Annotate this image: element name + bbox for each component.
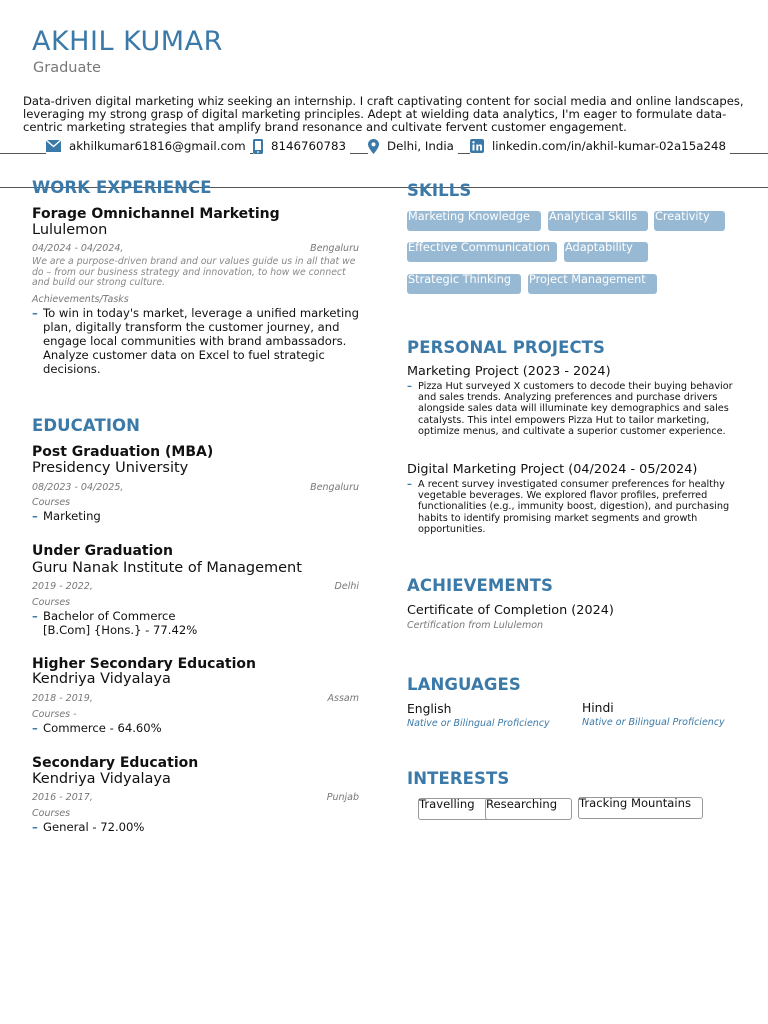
- email-text: akhilkumar61816@gmail.com: [69, 139, 246, 153]
- project-description: – A recent survey investigated consumer preferences for healthy vegetable beverages. We explored flavor profiles, preferred functionalities (e.g., immunity boost, digestion), and purchasing habits to identify promising market segments and growth opportunities.: [418, 479, 736, 535]
- linkedin-text: linkedin.com/in/akhil-kumar-02a15a248: [492, 139, 726, 153]
- work-location: Bengaluru: [310, 243, 359, 254]
- work-company: Lululemon: [32, 222, 108, 238]
- work-company-description: We are a purpose-driven brand and our values guide us in all that we do – from our business strategy and innovation, to how we connect and build our strong culture.: [32, 256, 356, 288]
- education-courses-label: Courses: [32, 497, 71, 508]
- work-experience-heading: WORK EXPERIENCE: [32, 178, 212, 197]
- education-dates: 2016 - 2017,: [32, 792, 93, 803]
- interest-tag: Researching: [485, 798, 572, 820]
- contact-linkedin[interactable]: [470, 138, 730, 154]
- education-location: Punjab: [326, 792, 359, 803]
- education-location: Assam: [327, 693, 359, 704]
- education-courses-label: Courses -: [32, 709, 77, 720]
- contact-email[interactable]: [46, 138, 250, 154]
- interest-tag: Tracking Mountains: [578, 797, 703, 819]
- skill-tag: Adaptability: [564, 242, 648, 262]
- skill-tag: Creativity: [654, 211, 725, 231]
- skills-heading: SKILLS: [407, 181, 472, 200]
- education-school: Guru Nanak Institute of Management: [32, 560, 302, 576]
- achievement-title: Certificate of Completion (2024): [407, 603, 614, 618]
- phone-text: 8146760783: [271, 139, 347, 153]
- education-school: Kendriya Vidyalaya: [32, 671, 171, 687]
- work-dates: 04/2024 - 04/2024,: [32, 243, 124, 254]
- education-dates: 2019 - 2022,: [32, 581, 93, 592]
- education-school: Presidency University: [32, 460, 189, 476]
- work-task-item: – To win in today's market, leverage a unified marketing plan, digitally transform the customer journey, and engage local communities with brand ambassadors. Analyze customer data on Excel to fuel strategic decisions.: [43, 306, 373, 376]
- skill-tag: Analytical Skills: [548, 211, 648, 231]
- envelope-icon: [46, 140, 61, 152]
- contact-location: [368, 138, 458, 154]
- personal-projects-heading: PERSONAL PROJECTS: [407, 338, 605, 357]
- skill-tag: Marketing Knowledge: [407, 211, 541, 231]
- education-dates: 2018 - 2019,: [32, 693, 93, 704]
- education-degree: Higher Secondary Education: [32, 656, 256, 672]
- education-course: – Bachelor of Commerce: [43, 609, 175, 623]
- education-course: – Commerce - 64.60%: [43, 721, 162, 735]
- phone-icon: [253, 139, 263, 154]
- language-name: English: [407, 702, 452, 716]
- education-dates: 08/2023 - 04/2025,: [32, 482, 124, 493]
- work-tasks-label: Achievements/Tasks: [32, 294, 129, 305]
- work-role: Forage Omnichannel Marketing: [32, 206, 280, 222]
- education-course-detail: [B.Com] {Hons.} - 77.42%: [43, 623, 198, 637]
- education-courses-label: Courses: [32, 808, 71, 819]
- resume-title: Graduate: [33, 60, 101, 76]
- education-location: Delhi: [334, 581, 359, 592]
- resume-summary: Data-driven digital marketing whiz seeking an internship. I craft captivating content for social media and online landscapes, leveraging my strong grasp of digital marketing principles. Adept at wielding data analytics, I'm eager to formulate data-centric marketing strategies that amplify brand resonance and cultivate fervent customer engagement.: [23, 94, 744, 134]
- contact-bar: [0, 137, 768, 155]
- location-pin-icon: [368, 139, 379, 154]
- education-location: Bengaluru: [310, 482, 359, 493]
- education-degree: Under Graduation: [32, 543, 173, 559]
- education-school: Kendriya Vidyalaya: [32, 771, 171, 787]
- achievements-heading: ACHIEVEMENTS: [407, 576, 553, 595]
- skill-tag: Strategic Thinking: [407, 274, 521, 294]
- skill-tag: Effective Communication: [407, 242, 557, 262]
- language-level: Native or Bilingual Proficiency: [407, 718, 550, 729]
- languages-heading: LANGUAGES: [407, 675, 521, 694]
- interest-tag: Travelling: [418, 798, 491, 820]
- language-level: Native or Bilingual Proficiency: [582, 717, 725, 728]
- skill-tag: Project Management: [528, 274, 657, 294]
- contact-phone[interactable]: [253, 138, 350, 154]
- project-description: – Pizza Hut surveyed X customers to decode their buying behavior and sales trends. Analyzing preferences and purchase drivers alongside sales data will illuminate key demographics and sales catalysts. This intel empowers Pizza Hut to tailor marketing, optimize menus, and cultivate a superior customer experience.: [418, 381, 736, 437]
- resume-name: AKHIL KUMAR: [32, 26, 223, 57]
- education-course: – General - 72.00%: [43, 820, 144, 834]
- project-title: Marketing Project (2023 - 2024): [407, 364, 611, 379]
- location-text: Delhi, India: [387, 139, 454, 153]
- linkedin-icon: [470, 139, 484, 153]
- education-degree: Secondary Education: [32, 755, 199, 771]
- education-degree: Post Graduation (MBA): [32, 444, 214, 460]
- project-title: Digital Marketing Project (04/2024 - 05/2024): [407, 462, 698, 477]
- education-courses-label: Courses: [32, 597, 71, 608]
- achievement-description: Certification from Lululemon: [407, 620, 544, 631]
- education-heading: EDUCATION: [32, 416, 141, 435]
- language-name: Hindi: [582, 701, 614, 715]
- education-course: – Marketing: [43, 509, 101, 523]
- interests-heading: INTERESTS: [407, 769, 510, 788]
